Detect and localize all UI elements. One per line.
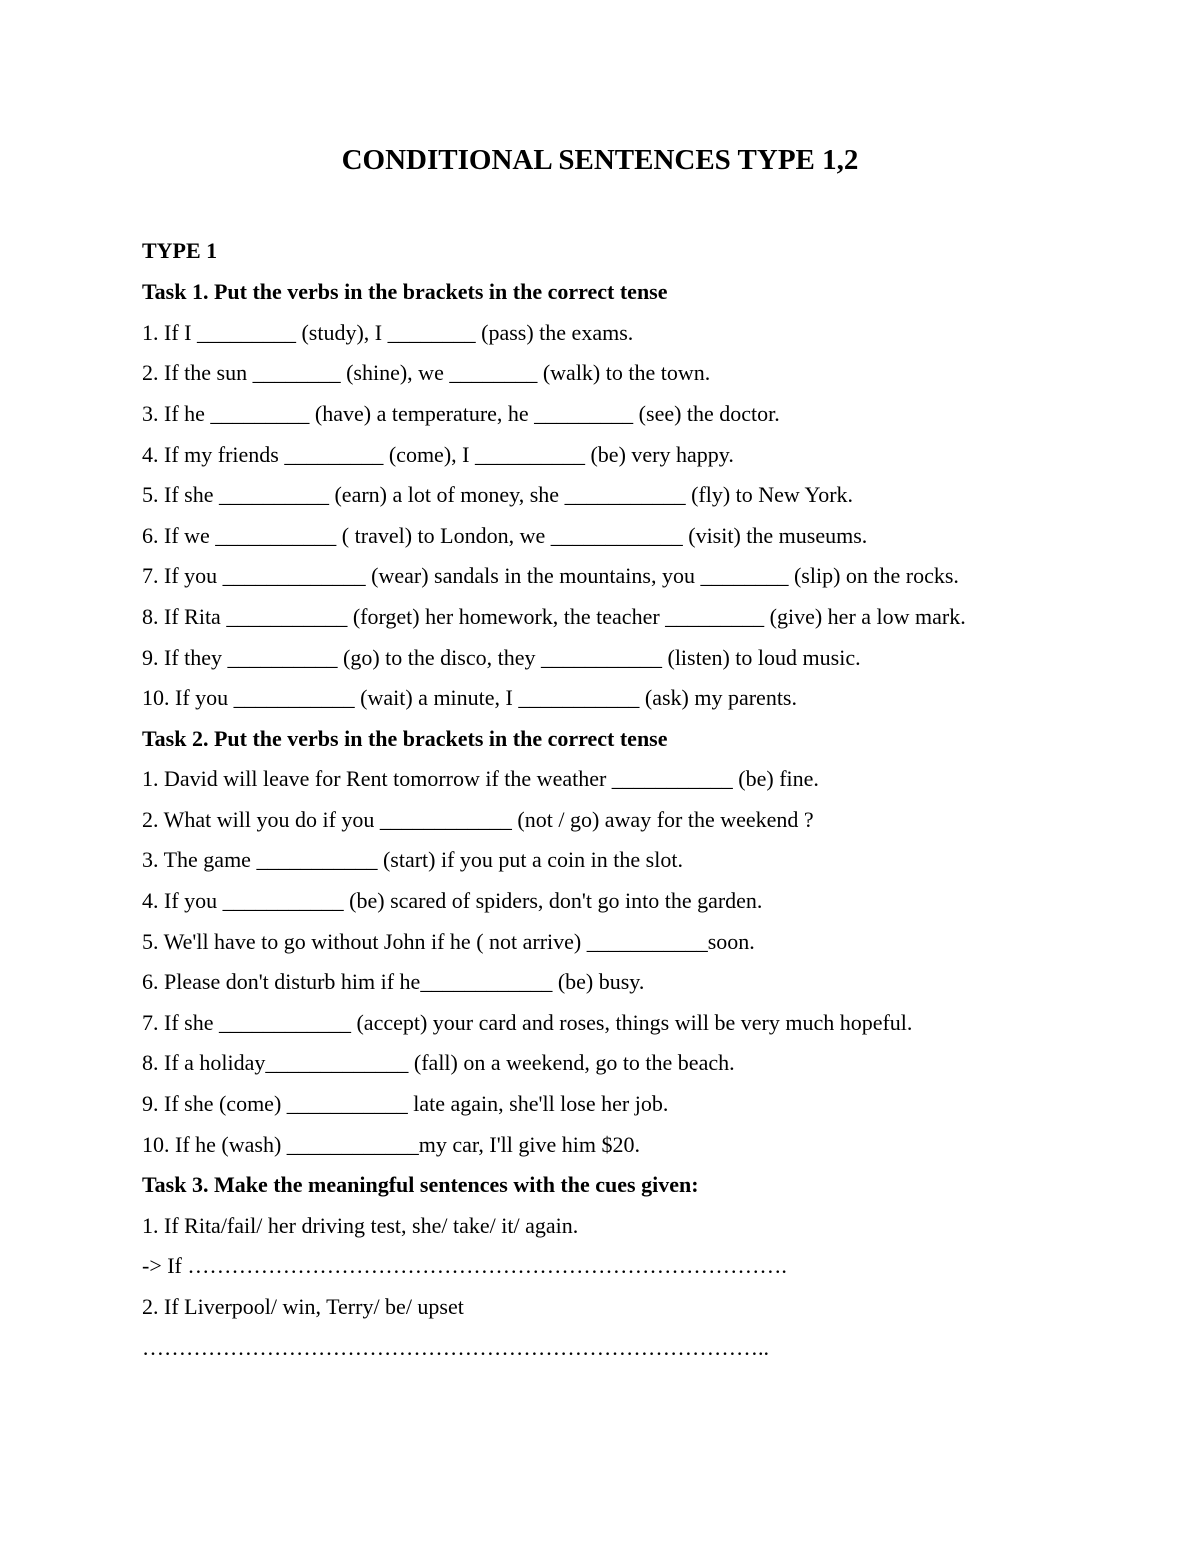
task1-item: 9. If they __________ (go) to the disco, they ___________ (listen) to loud music. [142, 645, 861, 670]
task2-item: 10. If he (wash) ____________my car, I'll give him $20. [142, 1132, 640, 1157]
page-title: CONDITIONAL SENTENCES TYPE 1,2 [341, 144, 859, 176]
task1-heading: Task 1. Put the verbs in the brackets in the correct tense [142, 279, 668, 304]
task2-item: 4. If you ___________ (be) scared of spiders, don't go into the garden. [142, 888, 763, 913]
task3-answer-line: ………………………………………………………………………….. [142, 1335, 769, 1360]
task1-item: 3. If he _________ (have) a temperature, he _________ (see) the doctor. [142, 401, 780, 426]
task1-item: 4. If my friends _________ (come), I __________ (be) very happy. [142, 442, 734, 467]
task1-item: 5. If she __________ (earn) a lot of money, she ___________ (fly) to New York. [142, 482, 854, 507]
task2-heading: Task 2. Put the verbs in the brackets in the correct tense [142, 726, 668, 751]
task3-item: 2. If Liverpool/ win, Terry/ be/ upset [142, 1294, 464, 1319]
task3-item: 1. If Rita/fail/ her driving test, she/ take/ it/ again. [142, 1213, 579, 1238]
type-heading: TYPE 1 [142, 238, 218, 263]
task1-item: 6. If we ___________ ( travel) to London, we ____________ (visit) the museums. [142, 523, 868, 548]
task1-item: 2. If the sun ________ (shine), we ________ (walk) to the town. [142, 360, 711, 385]
task2-item: 1. David will leave for Rent tomorrow if the weather ___________ (be) fine. [142, 766, 819, 791]
task1-item: 8. If Rita ___________ (forget) her homework, the teacher _________ (give) her a low mark. [142, 604, 966, 629]
task1-item: 10. If you ___________ (wait) a minute, I ___________ (ask) my parents. [142, 685, 797, 710]
task2-item: 6. Please don't disturb him if he____________ (be) busy. [142, 969, 645, 994]
task2-item: 2. What will you do if you ____________ (not / go) away for the weekend ? [142, 807, 814, 832]
task2-item: 3. The game ___________ (start) if you put a coin in the slot. [142, 847, 683, 872]
task2-item: 8. If a holiday_____________ (fall) on a weekend, go to the beach. [142, 1050, 735, 1075]
task2-item: 9. If she (come) ___________ late again, she'll lose her job. [142, 1091, 669, 1116]
task2-item: 5. We'll have to go without John if he ( not arrive) ___________soon. [142, 929, 755, 954]
task2-item: 7. If she ____________ (accept) your card and roses, things will be very much hopeful. [142, 1010, 913, 1035]
task3-heading: Task 3. Make the meaningful sentences with the cues given: [142, 1172, 699, 1197]
task3-answer-line: -> If ………………………………………………………………………. [142, 1253, 787, 1278]
task1-item: 7. If you _____________ (wear) sandals in the mountains, you ________ (slip) on the rocks. [142, 563, 959, 588]
task1-item: 1. If I _________ (study), I ________ (pass) the exams. [142, 320, 634, 345]
